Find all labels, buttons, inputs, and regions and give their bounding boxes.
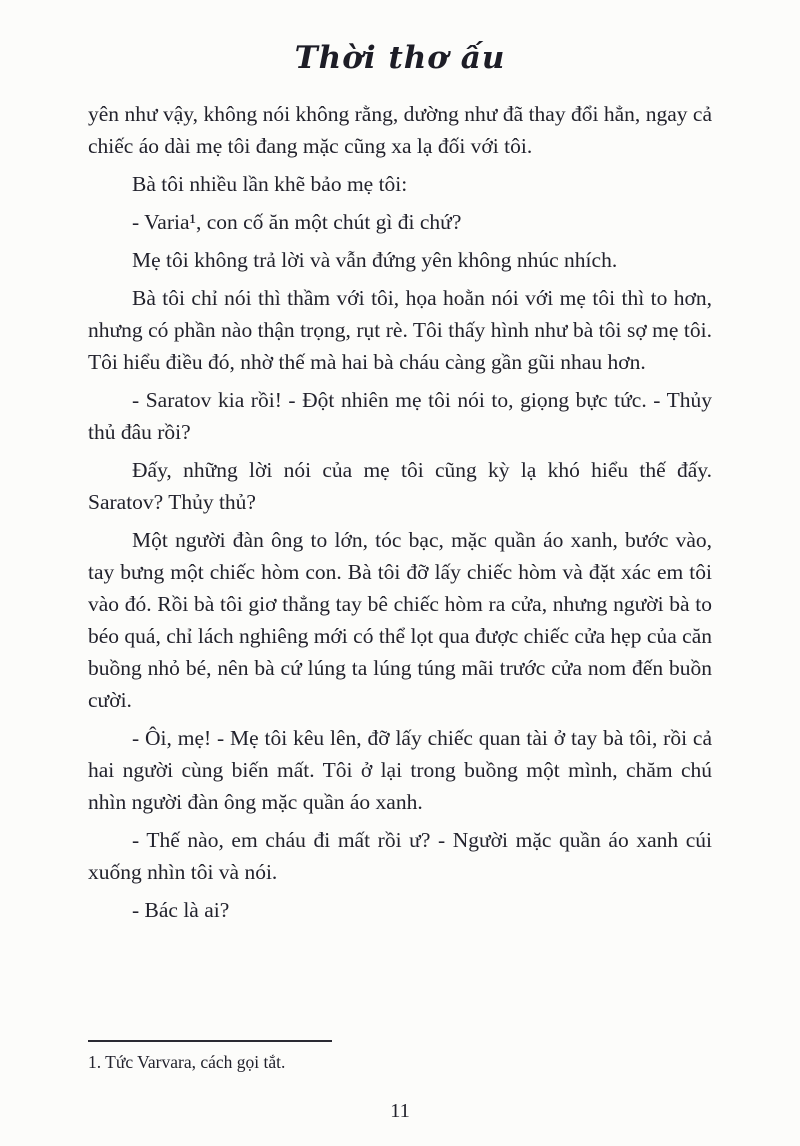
paragraph: Đấy, những lời nói của mẹ tôi cũng kỳ lạ khó hiểu thế đấy. Saratov? Thủy thủ? [88, 458, 712, 514]
running-header-title: Thời thơ ấu [294, 40, 506, 76]
page-number: 11 [390, 1100, 410, 1122]
body-text [88, 98, 712, 932]
paragraph: Mẹ tôi không trả lời và vẫn đứng yên không nhúc nhích. [132, 248, 618, 272]
paragraph: Một người đàn ông to lớn, tóc bạc, mặc quần áo xanh, bước vào, tay bưng một chiếc hòm con. Bà tôi đỡ lấy chiếc hòm và đặt xác em tôi vào đó. Rồi bà tôi giơ thẳng tay bê chiếc hòm ra cửa, nhưng người bà to béo quá, chỉ lách nghiêng mới có thể lọt qua được chiếc cửa hẹp của căn buồng nhỏ bé, nên bà cứ lúng ta lúng túng mãi trước cửa nom đến buồn cười. [88, 528, 712, 712]
paragraph-dialogue: - Saratov kia rồi! - Đột nhiên mẹ tôi nói to, giọng bực tức. - Thủy thủ đâu rồi? [88, 388, 712, 444]
paragraph: yên như vậy, không nói không rằng, dường như đã thay đổi hẳn, ngay cả chiếc áo dài mẹ tôi đang mặc cũng xa lạ đối với tôi. [88, 102, 712, 158]
footnote-divider [88, 1040, 332, 1042]
paragraph: Bà tôi chỉ nói thì thầm với tôi, họa hoằn nói với mẹ tôi thì to hơn, nhưng có phần nào thận trọng, rụt rè. Tôi thấy hình như bà tôi sợ mẹ tôi. Tôi hiểu điều đó, nhờ thế mà hai bà cháu càng gần gũi nhau hơn. [88, 286, 712, 374]
paragraph-dialogue: - Bác là ai? [132, 898, 230, 922]
paragraph-dialogue: - Thế nào, em cháu đi mất rồi ư? - Người mặc quần áo xanh cúi xuống nhìn tôi và nói. [88, 828, 712, 884]
paragraph-dialogue: - Varia¹, con cố ăn một chút gì đi chứ? [132, 210, 462, 234]
footnote-text: 1. Tức Varvara, cách gọi tắt. [88, 1052, 286, 1072]
paragraph: Bà tôi nhiều lần khẽ bảo mẹ tôi: [132, 172, 408, 196]
paragraph-dialogue: - Ôi, mẹ! - Mẹ tôi kêu lên, đỡ lấy chiếc quan tài ở tay bà tôi, rồi cả hai người cùng biến mất. Tôi ở lại trong buồng một mình, chăm chú nhìn người đàn ông mặc quần áo xanh. [88, 726, 712, 814]
